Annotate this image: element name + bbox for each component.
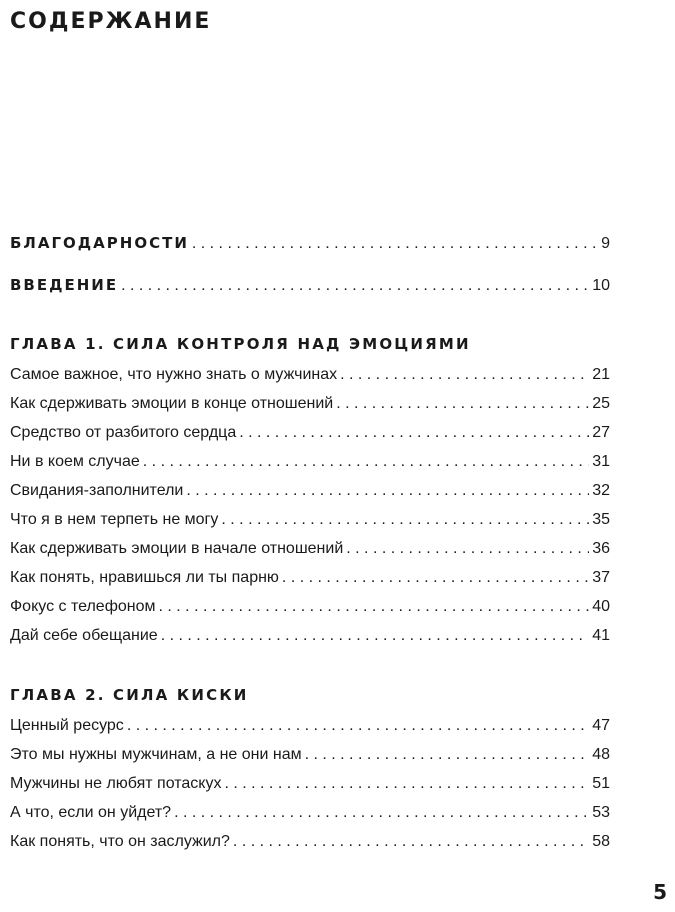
toc-entry-label: Как сдерживать эмоции в конце отношений xyxy=(10,395,334,412)
toc-entry-page: 32 xyxy=(592,482,610,499)
toc-entry-page: 53 xyxy=(592,804,610,821)
dot-leader xyxy=(143,452,589,472)
toc-entry-label: Средство от разбитого сердца xyxy=(10,424,237,441)
chapter-1-entries xyxy=(10,365,610,655)
dot-leader xyxy=(121,276,589,296)
toc-entry-label: Это мы нужны мужчинам, а не они нам xyxy=(10,746,302,763)
dot-leader xyxy=(305,745,590,765)
toc-entry-page: 25 xyxy=(592,395,610,412)
toc-entry[interactable] xyxy=(10,394,610,423)
page-title: СОДЕРЖАНИЕ xyxy=(10,9,212,34)
page-number: 5 xyxy=(653,880,667,904)
dot-leader xyxy=(192,234,598,254)
toc-entry-page: 40 xyxy=(592,598,610,615)
toc-entry-page: 36 xyxy=(592,540,610,557)
toc-entry-page: 41 xyxy=(592,627,610,644)
toc-entry[interactable] xyxy=(10,365,610,394)
dot-leader xyxy=(127,716,589,736)
dot-leader xyxy=(186,481,589,501)
toc-entry-page: 21 xyxy=(592,366,610,383)
chapter-1-heading: ГЛАВА 1. СИЛА КОНТРОЛЯ НАД ЭМОЦИЯМИ xyxy=(10,335,471,353)
dot-leader xyxy=(221,510,589,530)
toc-entry[interactable] xyxy=(10,423,610,452)
toc-entry[interactable] xyxy=(10,745,610,774)
dot-leader xyxy=(239,423,589,443)
toc-entry-page: 10 xyxy=(592,277,610,294)
toc-entry[interactable] xyxy=(10,832,610,861)
dot-leader xyxy=(224,774,589,794)
toc-entry-label: БЛАГОДАРНОСТИ xyxy=(10,234,189,252)
toc-entry-page: 35 xyxy=(592,511,610,528)
chapter-2-entries xyxy=(10,716,610,861)
toc-entry-page: 27 xyxy=(592,424,610,441)
front-matter-list xyxy=(10,233,610,254)
toc-entry[interactable] xyxy=(10,597,610,626)
toc-entry[interactable] xyxy=(10,539,610,568)
toc-entry-label: А что, если он уйдет? xyxy=(10,804,172,821)
toc-entry-page: 58 xyxy=(592,833,610,850)
toc-entry-label: Самое важное, что нужно знать о мужчинах xyxy=(10,366,338,383)
toc-entry-label: Как понять, нравишься ли ты парню xyxy=(10,569,279,586)
toc-entry[interactable] xyxy=(10,481,610,510)
dot-leader xyxy=(282,568,589,588)
toc-entry-label: Дай себе обещание xyxy=(10,627,158,644)
toc-entry-label: Свидания-заполнители xyxy=(10,482,184,499)
dot-leader xyxy=(336,394,589,414)
toc-entry[interactable] xyxy=(10,774,610,803)
dot-leader xyxy=(346,539,589,559)
dot-leader xyxy=(174,803,589,823)
toc-entry[interactable] xyxy=(10,510,610,539)
front-matter-list-2 xyxy=(10,275,610,296)
toc-entry-acknowledgements[interactable] xyxy=(10,233,610,254)
toc-entry-label: Ценный ресурс xyxy=(10,717,124,734)
dot-leader xyxy=(233,832,589,852)
dot-leader xyxy=(161,626,590,646)
toc-entry-label: Фокус с телефоном xyxy=(10,598,156,615)
toc-entry-label: Как сдерживать эмоции в начале отношений xyxy=(10,540,344,557)
dot-leader xyxy=(159,597,590,617)
toc-entry[interactable] xyxy=(10,452,610,481)
toc-entry-page: 9 xyxy=(601,235,610,252)
toc-entry[interactable] xyxy=(10,626,610,655)
toc-entry-label: ВВЕДЕНИЕ xyxy=(10,276,119,294)
toc-entry[interactable] xyxy=(10,803,610,832)
toc-entry-introduction[interactable] xyxy=(10,275,610,296)
toc-entry-page: 47 xyxy=(592,717,610,734)
toc-entry-label: Ни в коем случае xyxy=(10,453,140,470)
toc-entry[interactable] xyxy=(10,568,610,597)
toc-entry-label: Что я в нем терпеть не могу xyxy=(10,511,219,528)
dot-leader xyxy=(340,365,589,385)
toc-entry-label: Мужчины не любят потаскух xyxy=(10,775,222,792)
toc-entry-page: 51 xyxy=(592,775,610,792)
chapter-2-heading: ГЛАВА 2. СИЛА КИСКИ xyxy=(10,686,249,704)
toc-entry-page: 31 xyxy=(592,453,610,470)
toc-entry-label: Как понять, что он заслужил? xyxy=(10,833,230,850)
toc-entry[interactable] xyxy=(10,716,610,745)
toc-entry-page: 37 xyxy=(592,569,610,586)
toc-entry-page: 48 xyxy=(592,746,610,763)
